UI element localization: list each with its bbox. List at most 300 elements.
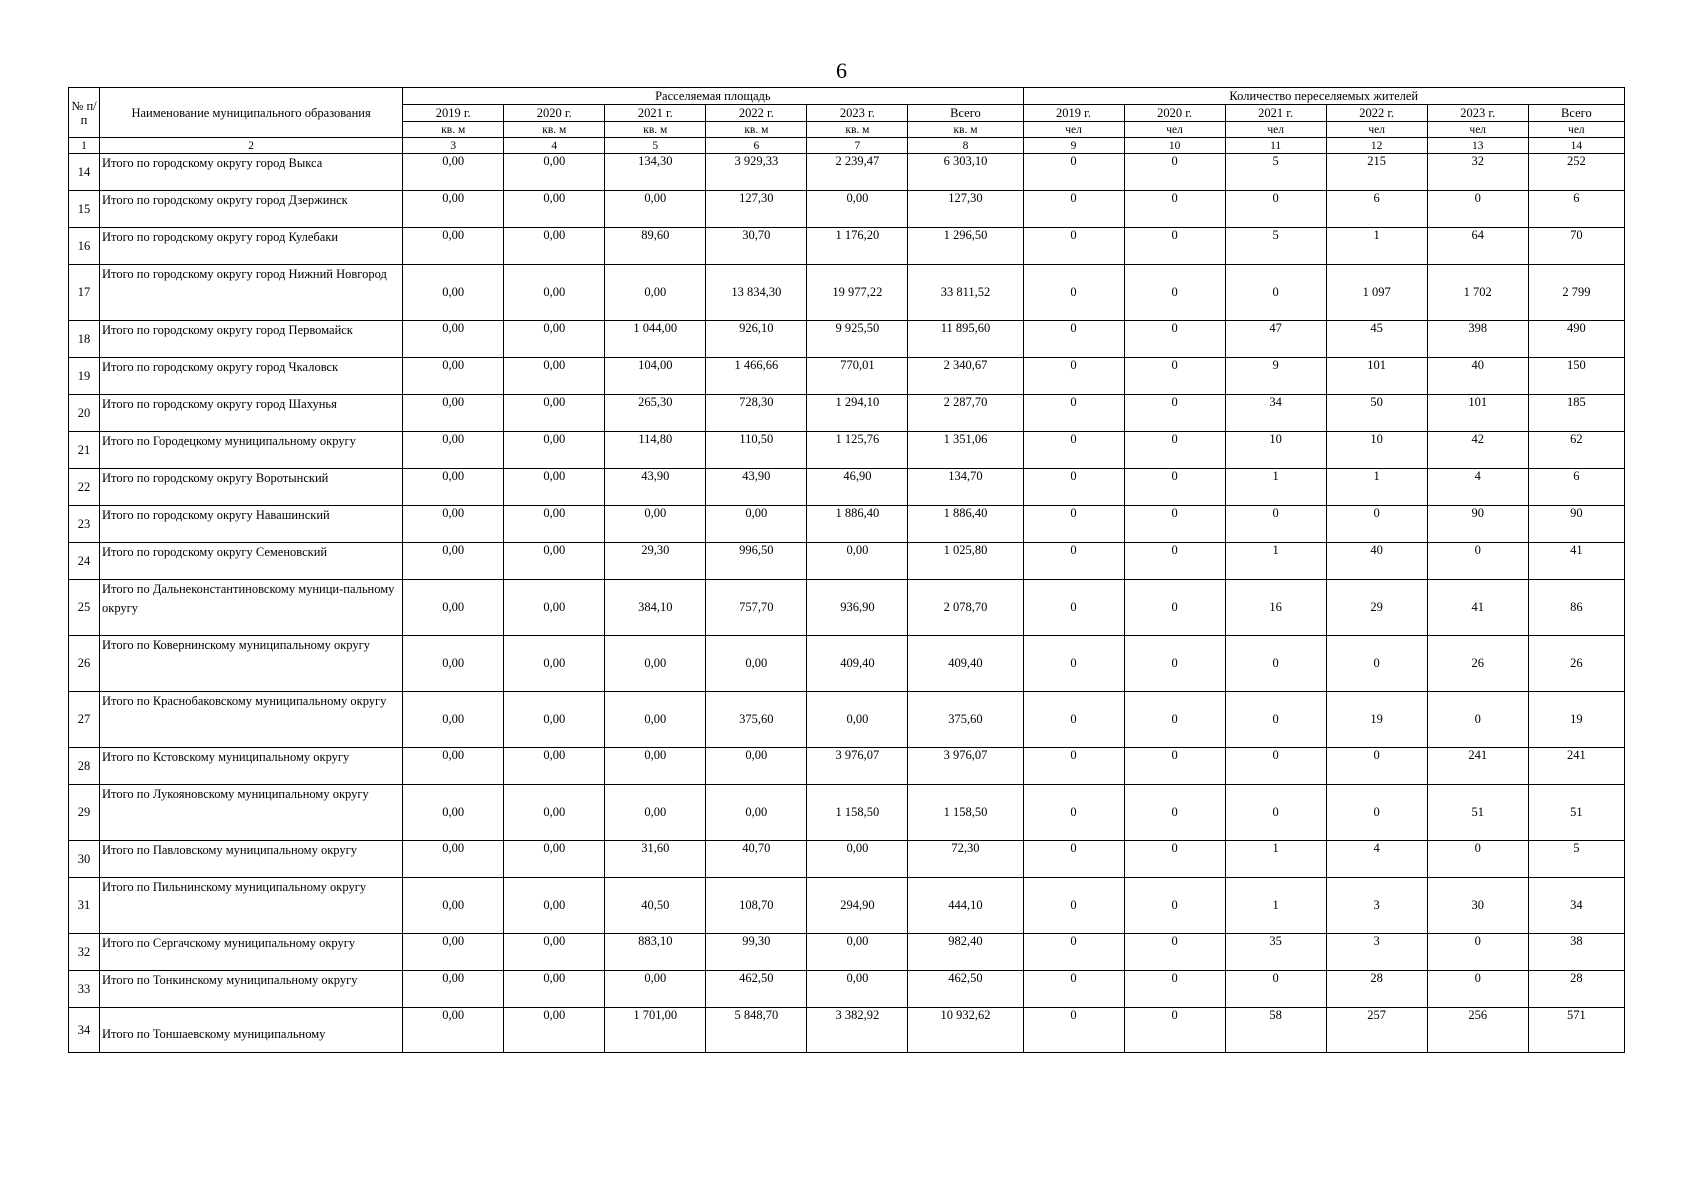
row-number: 32 <box>69 934 100 971</box>
area-cell: 0,00 <box>403 841 504 878</box>
area-cell: 0,00 <box>605 785 706 841</box>
area-cell: 30,70 <box>706 228 807 265</box>
people-cell: 0 <box>1023 636 1124 692</box>
row-number: 24 <box>69 543 100 580</box>
people-cell: 0 <box>1023 692 1124 748</box>
area-cell: 0,00 <box>605 636 706 692</box>
people-cell: 0 <box>1225 692 1326 748</box>
people-cell: 0 <box>1124 971 1225 1008</box>
area-cell: 0,00 <box>403 265 504 321</box>
area-total-cell: 2 340,67 <box>908 358 1023 395</box>
table-row <box>69 636 1625 692</box>
area-total-cell: 444,10 <box>908 878 1023 934</box>
area-cell: 0,00 <box>504 154 605 191</box>
table-row <box>69 154 1625 191</box>
area-cell: 883,10 <box>605 934 706 971</box>
people-cell: 58 <box>1225 1008 1326 1053</box>
people-cell: 0 <box>1124 878 1225 934</box>
area-cell: 0,00 <box>504 469 605 506</box>
header-year: Всего <box>1528 105 1624 122</box>
header-group-people: Количество переселяемых жителей <box>1023 88 1624 105</box>
area-cell: 0,00 <box>605 748 706 785</box>
people-cell: 0 <box>1023 971 1124 1008</box>
table-row <box>69 580 1625 636</box>
header-year: 2023 г. <box>807 105 908 122</box>
people-total-cell: 34 <box>1528 878 1624 934</box>
area-cell: 1 125,76 <box>807 432 908 469</box>
municipality-name: Итого по городскому округу город Дзержинск <box>100 191 403 228</box>
header-year: 2022 г. <box>1326 105 1427 122</box>
people-cell: 101 <box>1326 358 1427 395</box>
area-cell: 1 294,10 <box>807 395 908 432</box>
people-cell: 0 <box>1124 506 1225 543</box>
people-cell: 0 <box>1225 191 1326 228</box>
area-total-cell: 2 078,70 <box>908 580 1023 636</box>
column-number: 9 <box>1023 138 1124 154</box>
people-cell: 4 <box>1326 841 1427 878</box>
area-total-cell: 6 303,10 <box>908 154 1023 191</box>
area-cell: 1 701,00 <box>605 1008 706 1053</box>
people-total-cell: 6 <box>1528 191 1624 228</box>
people-cell: 5 <box>1225 154 1326 191</box>
area-cell: 9 925,50 <box>807 321 908 358</box>
area-cell: 3 976,07 <box>807 748 908 785</box>
municipality-name: Итого по Городецкому муниципальному округу <box>100 432 403 469</box>
people-cell: 1 702 <box>1427 265 1528 321</box>
row-number: 21 <box>69 432 100 469</box>
people-cell: 0 <box>1023 265 1124 321</box>
area-cell: 1 466,66 <box>706 358 807 395</box>
people-cell: 398 <box>1427 321 1528 358</box>
header-unit: кв. м <box>706 122 807 138</box>
people-cell: 30 <box>1427 878 1528 934</box>
people-cell: 0 <box>1124 358 1225 395</box>
area-cell: 0,00 <box>504 878 605 934</box>
municipality-name: Итого по Павловскому муниципальному округу <box>100 841 403 878</box>
people-cell: 4 <box>1427 469 1528 506</box>
area-cell: 770,01 <box>807 358 908 395</box>
area-cell: 0,00 <box>504 321 605 358</box>
people-cell: 0 <box>1326 785 1427 841</box>
municipality-name: Итого по городскому округу Навашинский <box>100 506 403 543</box>
area-cell: 757,70 <box>706 580 807 636</box>
people-cell: 0 <box>1124 748 1225 785</box>
table-row <box>69 934 1625 971</box>
table-row <box>69 692 1625 748</box>
people-cell: 16 <box>1225 580 1326 636</box>
people-cell: 1 <box>1225 469 1326 506</box>
area-cell: 0,00 <box>504 580 605 636</box>
area-cell: 127,30 <box>706 191 807 228</box>
people-cell: 0 <box>1326 636 1427 692</box>
people-cell: 1 <box>1225 878 1326 934</box>
area-cell: 0,00 <box>403 469 504 506</box>
municipality-name: Итого по городскому округу город Нижний Новгород <box>100 265 403 321</box>
row-number: 29 <box>69 785 100 841</box>
area-cell: 728,30 <box>706 395 807 432</box>
row-number: 19 <box>69 358 100 395</box>
people-cell: 0 <box>1023 878 1124 934</box>
people-cell: 0 <box>1023 543 1124 580</box>
area-cell: 0,00 <box>403 878 504 934</box>
header-unit: кв. м <box>504 122 605 138</box>
area-cell: 31,60 <box>605 841 706 878</box>
area-cell: 108,70 <box>706 878 807 934</box>
municipality-name: Итого по Дальнеконстантиновскому муници-пальному округу <box>100 580 403 636</box>
area-cell: 0,00 <box>504 191 605 228</box>
people-total-cell: 26 <box>1528 636 1624 692</box>
row-number: 18 <box>69 321 100 358</box>
people-cell: 0 <box>1225 971 1326 1008</box>
area-cell: 3 929,33 <box>706 154 807 191</box>
column-number: 5 <box>605 138 706 154</box>
people-cell: 0 <box>1124 265 1225 321</box>
area-total-cell: 10 932,62 <box>908 1008 1023 1053</box>
table-row <box>69 191 1625 228</box>
people-cell: 0 <box>1124 154 1225 191</box>
area-cell: 5 848,70 <box>706 1008 807 1053</box>
column-number: 12 <box>1326 138 1427 154</box>
area-total-cell: 11 895,60 <box>908 321 1023 358</box>
people-cell: 35 <box>1225 934 1326 971</box>
area-cell: 40,50 <box>605 878 706 934</box>
people-cell: 215 <box>1326 154 1427 191</box>
header-unit: чел <box>1326 122 1427 138</box>
people-total-cell: 150 <box>1528 358 1624 395</box>
people-cell: 0 <box>1427 692 1528 748</box>
people-cell: 3 <box>1326 934 1427 971</box>
area-cell: 0,00 <box>403 1008 504 1053</box>
people-cell: 0 <box>1427 191 1528 228</box>
table-row <box>69 1008 1625 1053</box>
area-cell: 0,00 <box>403 692 504 748</box>
area-total-cell: 127,30 <box>908 191 1023 228</box>
people-cell: 26 <box>1427 636 1528 692</box>
table-header <box>69 88 1625 154</box>
people-cell: 0 <box>1023 1008 1124 1053</box>
people-cell: 1 097 <box>1326 265 1427 321</box>
page-number: 6 <box>836 58 847 83</box>
area-total-cell: 1 025,80 <box>908 543 1023 580</box>
area-cell: 13 834,30 <box>706 265 807 321</box>
table-row <box>69 321 1625 358</box>
area-cell: 104,00 <box>605 358 706 395</box>
municipality-name: Итого по Лукояновскому муниципальному округу <box>100 785 403 841</box>
area-cell: 0,00 <box>403 506 504 543</box>
people-cell: 0 <box>1023 154 1124 191</box>
header-year: Всего <box>908 105 1023 122</box>
table-row <box>69 358 1625 395</box>
people-cell: 90 <box>1427 506 1528 543</box>
area-cell: 0,00 <box>504 1008 605 1053</box>
header-unit: кв. м <box>403 122 504 138</box>
area-cell: 0,00 <box>807 191 908 228</box>
municipality-name: Итого по Кстовскому муниципальному округу <box>100 748 403 785</box>
people-cell: 0 <box>1023 191 1124 228</box>
people-cell: 0 <box>1023 841 1124 878</box>
people-cell: 50 <box>1326 395 1427 432</box>
table-row <box>69 878 1625 934</box>
area-cell: 0,00 <box>504 934 605 971</box>
people-total-cell: 19 <box>1528 692 1624 748</box>
people-cell: 0 <box>1023 469 1124 506</box>
people-total-cell: 252 <box>1528 154 1624 191</box>
people-total-cell: 38 <box>1528 934 1624 971</box>
area-cell: 0,00 <box>403 228 504 265</box>
people-cell: 51 <box>1427 785 1528 841</box>
area-cell: 0,00 <box>403 154 504 191</box>
people-cell: 0 <box>1023 228 1124 265</box>
municipality-name: Итого по городскому округу город Кулебаки <box>100 228 403 265</box>
area-total-cell: 1 296,50 <box>908 228 1023 265</box>
people-cell: 0 <box>1225 785 1326 841</box>
table-row <box>69 395 1625 432</box>
table-row <box>69 543 1625 580</box>
people-cell: 101 <box>1427 395 1528 432</box>
people-cell: 45 <box>1326 321 1427 358</box>
people-cell: 0 <box>1225 265 1326 321</box>
column-number: 2 <box>100 138 403 154</box>
column-number: 10 <box>1124 138 1225 154</box>
table-row <box>69 228 1625 265</box>
people-cell: 0 <box>1225 748 1326 785</box>
area-cell: 0,00 <box>504 358 605 395</box>
people-cell: 0 <box>1124 395 1225 432</box>
area-cell: 0,00 <box>807 543 908 580</box>
area-cell: 1 158,50 <box>807 785 908 841</box>
area-cell: 0,00 <box>504 636 605 692</box>
area-total-cell: 2 287,70 <box>908 395 1023 432</box>
area-cell: 0,00 <box>605 191 706 228</box>
header-unit: чел <box>1427 122 1528 138</box>
municipality-name: Итого по городскому округу город Шахунья <box>100 395 403 432</box>
people-cell: 41 <box>1427 580 1528 636</box>
area-cell: 0,00 <box>504 265 605 321</box>
municipality-name: Итого по Тонкинскому муниципальному округу <box>100 971 403 1008</box>
municipality-name: Итого по Пильнинскому муниципальному округу <box>100 878 403 934</box>
people-cell: 19 <box>1326 692 1427 748</box>
area-cell: 0,00 <box>504 228 605 265</box>
people-cell: 28 <box>1326 971 1427 1008</box>
area-cell: 99,30 <box>706 934 807 971</box>
people-cell: 0 <box>1023 358 1124 395</box>
area-cell: 936,90 <box>807 580 908 636</box>
people-cell: 0 <box>1023 748 1124 785</box>
header-unit: кв. м <box>807 122 908 138</box>
people-cell: 0 <box>1124 841 1225 878</box>
people-cell: 9 <box>1225 358 1326 395</box>
header-year: 2020 г. <box>1124 105 1225 122</box>
people-cell: 29 <box>1326 580 1427 636</box>
people-cell: 1 <box>1326 228 1427 265</box>
area-cell: 0,00 <box>403 432 504 469</box>
table-body <box>69 154 1625 1053</box>
people-cell: 40 <box>1326 543 1427 580</box>
header-year: 2021 г. <box>605 105 706 122</box>
row-number: 25 <box>69 580 100 636</box>
area-cell: 0,00 <box>504 506 605 543</box>
header-year: 2021 г. <box>1225 105 1326 122</box>
column-number: 6 <box>706 138 807 154</box>
people-cell: 0 <box>1427 543 1528 580</box>
header-group-area: Расселяемая площадь <box>403 88 1023 105</box>
row-number: 28 <box>69 748 100 785</box>
area-cell: 0,00 <box>504 841 605 878</box>
people-cell: 34 <box>1225 395 1326 432</box>
area-cell: 0,00 <box>403 321 504 358</box>
people-cell: 0 <box>1124 191 1225 228</box>
row-number: 22 <box>69 469 100 506</box>
people-total-cell: 241 <box>1528 748 1624 785</box>
header-unit: чел <box>1528 122 1624 138</box>
area-cell: 0,00 <box>504 543 605 580</box>
area-cell: 0,00 <box>807 971 908 1008</box>
area-total-cell: 375,60 <box>908 692 1023 748</box>
area-cell: 1 886,40 <box>807 506 908 543</box>
people-total-cell: 2 799 <box>1528 265 1624 321</box>
column-number: 11 <box>1225 138 1326 154</box>
area-cell: 0,00 <box>403 543 504 580</box>
area-cell: 0,00 <box>706 506 807 543</box>
area-cell: 0,00 <box>706 748 807 785</box>
people-cell: 256 <box>1427 1008 1528 1053</box>
area-cell: 0,00 <box>605 506 706 543</box>
municipality-name: Итого по городскому округу Семеновский <box>100 543 403 580</box>
row-number: 30 <box>69 841 100 878</box>
people-total-cell: 62 <box>1528 432 1624 469</box>
area-cell: 0,00 <box>403 785 504 841</box>
people-cell: 64 <box>1427 228 1528 265</box>
municipality-name: Итого по Ковернинскому муниципальному округу <box>100 636 403 692</box>
area-cell: 0,00 <box>706 636 807 692</box>
people-cell: 0 <box>1225 506 1326 543</box>
area-cell: 134,30 <box>605 154 706 191</box>
area-cell: 0,00 <box>504 971 605 1008</box>
area-cell: 19 977,22 <box>807 265 908 321</box>
area-cell: 2 239,47 <box>807 154 908 191</box>
people-total-cell: 6 <box>1528 469 1624 506</box>
header-unit: чел <box>1023 122 1124 138</box>
column-number: 4 <box>504 138 605 154</box>
area-total-cell: 982,40 <box>908 934 1023 971</box>
row-number: 23 <box>69 506 100 543</box>
area-cell: 0,00 <box>403 191 504 228</box>
table-row <box>69 785 1625 841</box>
people-cell: 42 <box>1427 432 1528 469</box>
people-total-cell: 185 <box>1528 395 1624 432</box>
people-cell: 0 <box>1124 785 1225 841</box>
people-cell: 0 <box>1023 506 1124 543</box>
people-cell: 0 <box>1124 636 1225 692</box>
area-cell: 0,00 <box>504 785 605 841</box>
area-total-cell: 1 886,40 <box>908 506 1023 543</box>
row-number: 20 <box>69 395 100 432</box>
municipality-name: Итого по Сергачскому муниципальному округу <box>100 934 403 971</box>
people-total-cell: 490 <box>1528 321 1624 358</box>
people-cell: 32 <box>1427 154 1528 191</box>
column-number: 1 <box>69 138 100 154</box>
people-cell: 0 <box>1427 841 1528 878</box>
table-row <box>69 841 1625 878</box>
area-cell: 40,70 <box>706 841 807 878</box>
column-number: 13 <box>1427 138 1528 154</box>
area-cell: 0,00 <box>403 971 504 1008</box>
column-number: 8 <box>908 138 1023 154</box>
area-cell: 265,30 <box>605 395 706 432</box>
header-unit: чел <box>1124 122 1225 138</box>
area-cell: 0,00 <box>403 580 504 636</box>
area-total-cell: 33 811,52 <box>908 265 1023 321</box>
area-cell: 1 044,00 <box>605 321 706 358</box>
row-number: 31 <box>69 878 100 934</box>
header-year: 2022 г. <box>706 105 807 122</box>
row-number: 34 <box>69 1008 100 1053</box>
area-cell: 0,00 <box>504 692 605 748</box>
header-col-number: № п/п <box>69 88 100 138</box>
area-total-cell: 462,50 <box>908 971 1023 1008</box>
people-cell: 0 <box>1124 934 1225 971</box>
area-cell: 384,10 <box>605 580 706 636</box>
table-row <box>69 506 1625 543</box>
header-year: 2019 г. <box>403 105 504 122</box>
municipality-name: Итого по Краснобаковскому муниципальному округу <box>100 692 403 748</box>
area-cell: 1 176,20 <box>807 228 908 265</box>
area-cell: 0,00 <box>706 785 807 841</box>
area-cell: 409,40 <box>807 636 908 692</box>
people-cell: 0 <box>1124 469 1225 506</box>
people-cell: 0 <box>1124 228 1225 265</box>
people-cell: 1 <box>1225 841 1326 878</box>
people-total-cell: 70 <box>1528 228 1624 265</box>
table-row <box>69 748 1625 785</box>
people-cell: 0 <box>1023 321 1124 358</box>
area-cell: 996,50 <box>706 543 807 580</box>
area-cell: 0,00 <box>403 934 504 971</box>
header-unit: чел <box>1225 122 1326 138</box>
people-total-cell: 86 <box>1528 580 1624 636</box>
people-cell: 0 <box>1124 692 1225 748</box>
people-cell: 47 <box>1225 321 1326 358</box>
header-unit: кв. м <box>605 122 706 138</box>
row-number: 27 <box>69 692 100 748</box>
municipality-name: Итого по городскому округу город Выкса <box>100 154 403 191</box>
area-cell: 46,90 <box>807 469 908 506</box>
people-cell: 3 <box>1326 878 1427 934</box>
area-cell: 0,00 <box>504 432 605 469</box>
people-cell: 0 <box>1225 636 1326 692</box>
people-cell: 0 <box>1023 432 1124 469</box>
municipality-name: Итого по городскому округу город Первомайск <box>100 321 403 358</box>
people-cell: 0 <box>1427 971 1528 1008</box>
people-cell: 0 <box>1326 748 1427 785</box>
people-total-cell: 5 <box>1528 841 1624 878</box>
area-cell: 43,90 <box>605 469 706 506</box>
people-cell: 6 <box>1326 191 1427 228</box>
area-total-cell: 409,40 <box>908 636 1023 692</box>
people-total-cell: 571 <box>1528 1008 1624 1053</box>
people-cell: 0 <box>1023 580 1124 636</box>
header-col-name: Наименование муниципального образования <box>100 88 403 138</box>
people-cell: 10 <box>1225 432 1326 469</box>
people-cell: 0 <box>1124 321 1225 358</box>
area-total-cell: 134,70 <box>908 469 1023 506</box>
area-cell: 0,00 <box>807 692 908 748</box>
people-cell: 0 <box>1326 506 1427 543</box>
people-cell: 0 <box>1124 543 1225 580</box>
people-cell: 241 <box>1427 748 1528 785</box>
area-cell: 0,00 <box>504 395 605 432</box>
people-cell: 5 <box>1225 228 1326 265</box>
